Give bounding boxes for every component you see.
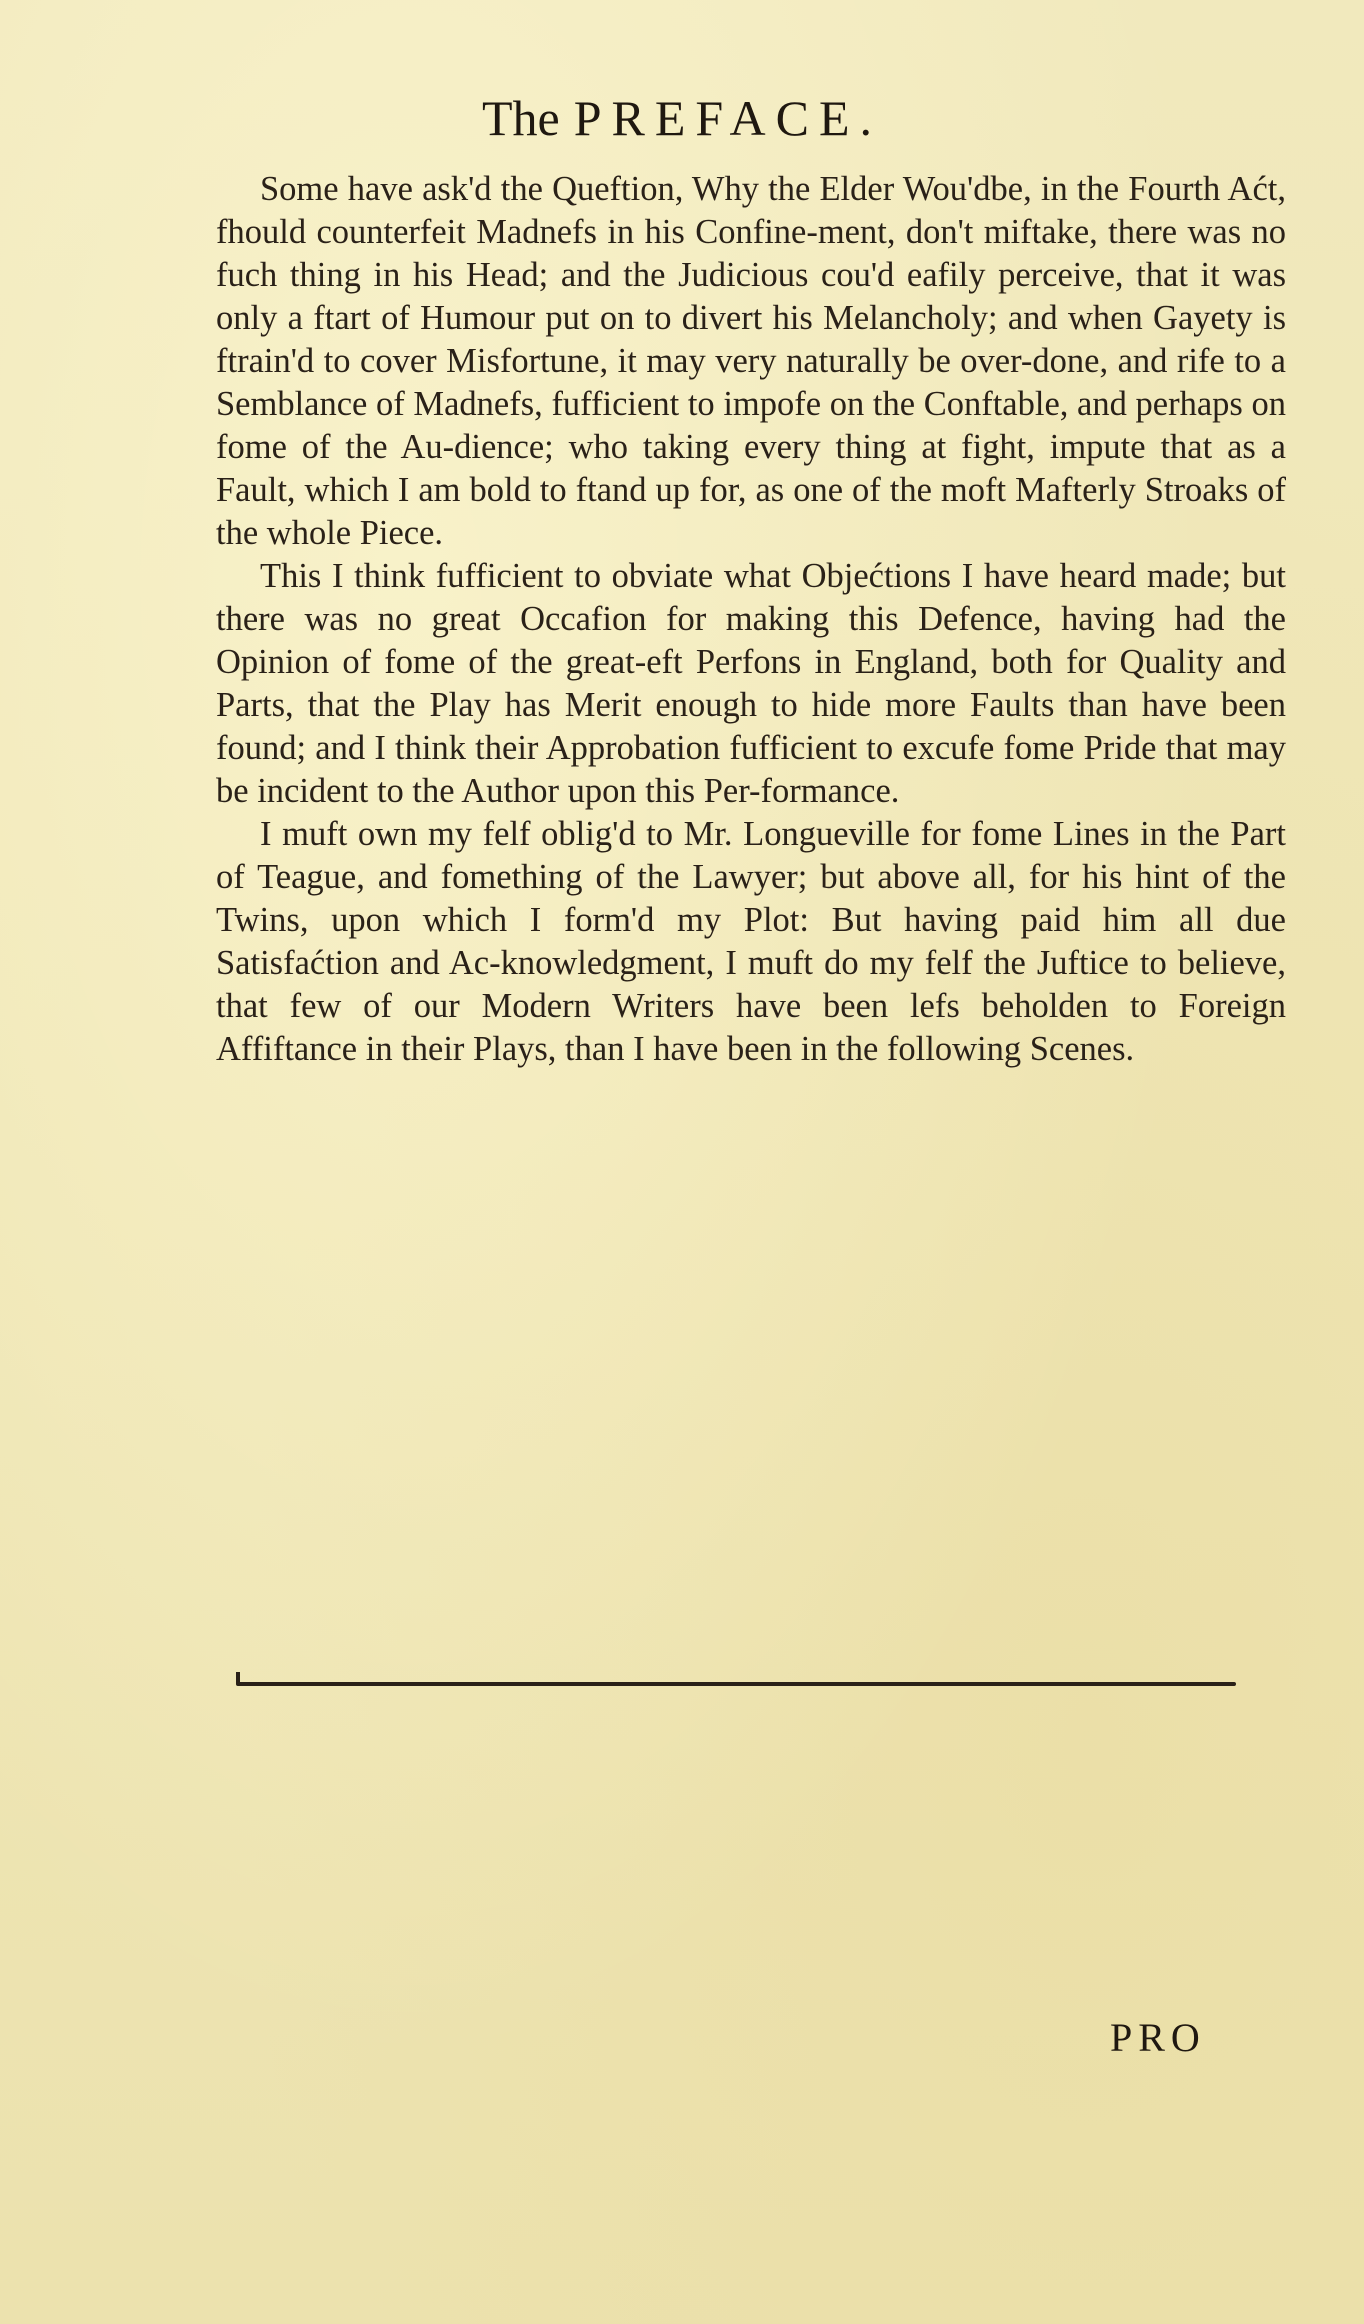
paragraph-3: I muft own my felf oblig'd to Mr. Longueville for fome Lines in the Part of Teague, and fomething of the Lawyer; but above all, for his hint of the Twins, upon which I form'd my Plot: But having paid him all due Satisfaćtion and Ac-knowledgment, I muft do my felf the Juftice to believe, that few of our Modern Writers have been lefs beholden to Foreign Affiftance in their Plays, than I have been in the following Scenes. xyxy=(216,815,1286,1068)
catchword: PRO xyxy=(1110,2015,1206,2060)
preface-body xyxy=(216,168,1286,1071)
title-word: The xyxy=(481,90,560,146)
title-caps: PREFACE. xyxy=(573,90,883,146)
paragraph-2: This I think fufficient to obviate what Objećtions I have heard made; but there was no great Occafion for making this Defence, having had the Opinion of fome of the great-eft Perfons in England, both for Quality and Parts, that the Play has Merit enough to hide more Faults than have been found; and I think their Approbation fufficient to excufe fome Pride that may be incident to the Author upon this Per-formance. xyxy=(216,557,1286,810)
divider-rule xyxy=(236,1682,1236,1686)
paragraph-1: Some have ask'd the Queftion, Why the Elder Wou'dbe, in the Fourth Aćt, fhould counterfeit Madnefs in his Confine-ment, don't miftake, there was no fuch thing in his Head; and the Judicious cou'd eafily perceive, that it was only a ftart of Humour put on to divert his Melancholy; and when Gayety is ftrain'd to cover Misfortune, it may very naturally be over-done, and rife to a Semblance of Madnefs, fufficient to impofe on the Conftable, and perhaps on fome of the Au-dience; who taking every thing at fight, impute that as a Fault, which I am bold to ftand up for, as one of the moft Mafterly Stroaks of the whole Piece. xyxy=(216,170,1286,552)
page-title xyxy=(0,88,1364,148)
